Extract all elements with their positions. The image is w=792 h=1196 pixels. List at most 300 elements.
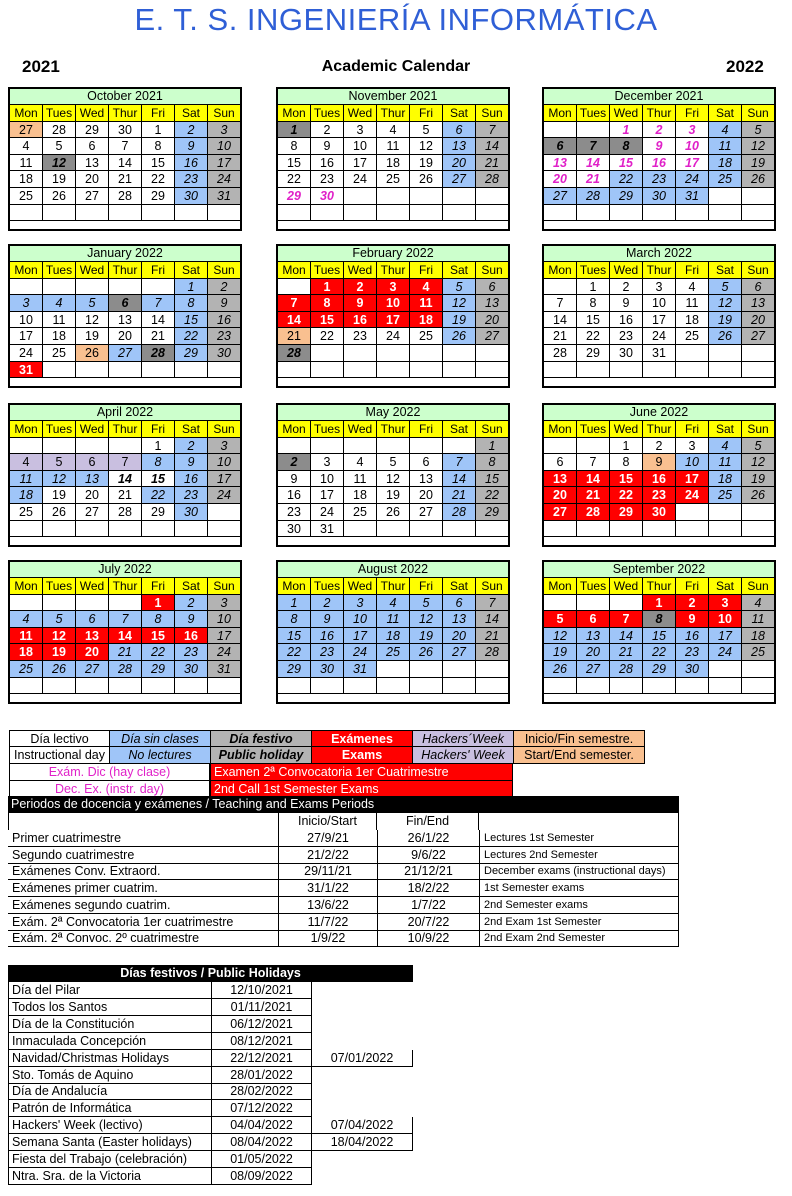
- empty-day-cell: [610, 205, 643, 222]
- weekday-label: Wed: [76, 578, 109, 595]
- day-cell: 16: [278, 487, 311, 504]
- weekday-label: Sat: [443, 421, 476, 438]
- holiday-name: Navidad/Christmas Holidays: [8, 1050, 211, 1067]
- day-cell: 29: [142, 504, 175, 521]
- day-cell: 29: [278, 188, 311, 205]
- day-cell: 13: [476, 295, 508, 312]
- week-row: [278, 504, 508, 521]
- weekday-label: Wed: [344, 421, 377, 438]
- period-end: 9/6/22: [377, 847, 479, 864]
- empty-day-cell: [208, 521, 240, 538]
- week-row: [278, 295, 508, 312]
- week-row: [10, 661, 240, 678]
- period-start: 1/9/22: [278, 930, 377, 947]
- week-row: [10, 628, 240, 645]
- weekday-label: Sun: [476, 262, 508, 279]
- day-cell: 24: [208, 487, 240, 504]
- holiday-start: 04/04/2022: [211, 1117, 312, 1134]
- weekday-label: Sun: [208, 105, 240, 122]
- day-cell: 20: [410, 487, 443, 504]
- empty-day-cell: [443, 678, 476, 695]
- day-cell: 9: [175, 138, 208, 155]
- day-cell: 18: [676, 312, 709, 329]
- day-cell: 1: [610, 438, 643, 455]
- holiday-start: 08/12/2021: [211, 1033, 312, 1050]
- day-cell: 22: [142, 487, 175, 504]
- empty-day-cell: [476, 661, 508, 678]
- holiday-start: 12/10/2021: [211, 982, 312, 999]
- day-cell: 2: [311, 122, 344, 139]
- period-name: Exám. 2ª Convocatoria 1er cuatrimestre: [8, 914, 278, 931]
- empty-day-cell: [643, 205, 676, 222]
- day-cell: 3: [709, 595, 742, 612]
- day-cell: 11: [410, 295, 443, 312]
- day-cell: 25: [742, 644, 774, 661]
- day-cell: 11: [676, 295, 709, 312]
- day-cell: 16: [643, 155, 676, 172]
- day-cell: 29: [142, 188, 175, 205]
- calendar-footer-spacer: [544, 378, 774, 386]
- day-cell: 28: [278, 345, 311, 362]
- weekday-header-row: [278, 105, 508, 122]
- empty-day-cell: [377, 661, 410, 678]
- empty-day-cell: [109, 279, 142, 296]
- week-row: [278, 611, 508, 628]
- empty-day-cell: [544, 122, 577, 139]
- holiday-name: Patrón de Informática: [8, 1100, 211, 1117]
- empty-day-cell: [208, 362, 240, 379]
- weekday-label: Thur: [643, 262, 676, 279]
- day-cell: 30: [643, 188, 676, 205]
- week-row: [544, 661, 774, 678]
- day-cell: 24: [10, 345, 43, 362]
- day-cell: 19: [709, 312, 742, 329]
- day-cell: 4: [344, 454, 377, 471]
- weekday-label: Mon: [278, 105, 311, 122]
- day-cell: 13: [742, 295, 774, 312]
- day-cell: 1: [643, 595, 676, 612]
- month-title: May 2022: [278, 405, 508, 421]
- holiday-row: [8, 1033, 413, 1050]
- day-cell: 12: [443, 295, 476, 312]
- day-cell: 8: [142, 611, 175, 628]
- day-cell: 13: [76, 471, 109, 488]
- day-cell: 2: [175, 595, 208, 612]
- week-row: [278, 205, 508, 222]
- empty-day-cell: [175, 362, 208, 379]
- weekday-label: Wed: [344, 262, 377, 279]
- empty-day-cell: [76, 438, 109, 455]
- empty-day-cell: [109, 678, 142, 695]
- legend-holiday-es: Día festivo: [210, 730, 311, 747]
- day-cell: 5: [410, 122, 443, 139]
- day-cell: 17: [676, 155, 709, 172]
- period-end: 18/2/22: [377, 880, 479, 897]
- day-cell: 2: [311, 595, 344, 612]
- empty-day-cell: [544, 521, 577, 538]
- holiday-row: [8, 1134, 413, 1151]
- empty-day-cell: [208, 504, 240, 521]
- day-cell: 3: [344, 122, 377, 139]
- day-cell: 9: [643, 138, 676, 155]
- week-row: [10, 678, 240, 695]
- empty-day-cell: [742, 521, 774, 538]
- empty-day-cell: [109, 595, 142, 612]
- holidays-table-title: Días festivos / Public Holidays: [8, 965, 413, 982]
- day-cell: 8: [311, 295, 344, 312]
- day-cell: 26: [544, 661, 577, 678]
- day-cell: 2: [175, 122, 208, 139]
- empty-day-cell: [610, 678, 643, 695]
- day-cell: 23: [610, 328, 643, 345]
- day-cell: 7: [278, 295, 311, 312]
- period-row: [8, 897, 679, 914]
- weekday-label: Tues: [577, 262, 610, 279]
- period-row: [8, 830, 679, 847]
- day-cell: 2: [676, 595, 709, 612]
- legend-holiday-en: Public holiday: [210, 747, 311, 764]
- day-cell: 12: [742, 454, 774, 471]
- empty-day-cell: [676, 521, 709, 538]
- day-cell: 31: [344, 661, 377, 678]
- day-cell: 4: [377, 122, 410, 139]
- day-cell: 9: [610, 295, 643, 312]
- weekday-label: Thur: [643, 105, 676, 122]
- day-cell: 15: [476, 471, 508, 488]
- empty-day-cell: [377, 438, 410, 455]
- empty-day-cell: [476, 678, 508, 695]
- weekday-label: Thur: [109, 262, 142, 279]
- day-cell: 28: [577, 504, 610, 521]
- empty-day-cell: [278, 205, 311, 222]
- week-row: [10, 504, 240, 521]
- day-cell: 13: [443, 611, 476, 628]
- day-cell: 15: [610, 471, 643, 488]
- empty-day-cell: [278, 678, 311, 695]
- empty-day-cell: [10, 205, 43, 222]
- day-cell: 25: [10, 504, 43, 521]
- weekday-label: Sun: [476, 421, 508, 438]
- day-cell: 14: [476, 611, 508, 628]
- day-cell: 9: [175, 454, 208, 471]
- day-cell: 15: [278, 628, 311, 645]
- week-row: [10, 345, 240, 362]
- weekday-label: Fri: [142, 105, 175, 122]
- day-cell: 8: [175, 295, 208, 312]
- weekday-label: Thur: [109, 105, 142, 122]
- holiday-start: 08/04/2022: [211, 1134, 312, 1151]
- month-title: November 2021: [278, 89, 508, 105]
- period-description: Lectures 2nd Semester: [479, 847, 679, 864]
- empty-day-cell: [109, 205, 142, 222]
- day-cell: 25: [10, 188, 43, 205]
- weekday-label: Sat: [175, 421, 208, 438]
- holiday-row: [8, 982, 413, 999]
- weekday-header-row: [10, 578, 240, 595]
- day-cell: 5: [377, 454, 410, 471]
- empty-day-cell: [142, 521, 175, 538]
- day-cell: 1: [278, 122, 311, 139]
- week-row: [10, 644, 240, 661]
- week-row: [278, 644, 508, 661]
- holiday-name: Inmaculada Concepción: [8, 1033, 211, 1050]
- day-cell: 20: [742, 312, 774, 329]
- weekday-label: Wed: [76, 262, 109, 279]
- day-cell: 4: [742, 595, 774, 612]
- day-cell: 19: [544, 644, 577, 661]
- calendar-footer-spacer: [278, 221, 508, 229]
- period-row: [8, 914, 679, 931]
- empty-day-cell: [443, 205, 476, 222]
- day-cell: 6: [476, 279, 508, 296]
- period-description: December exams (instructional days): [479, 863, 679, 880]
- month-title: June 2022: [544, 405, 774, 421]
- page-title: E. T. S. INGENIERÍA INFORMÁTICA: [134, 2, 658, 37]
- day-cell: 15: [278, 155, 311, 172]
- day-cell: 17: [344, 155, 377, 172]
- day-cell: 18: [377, 628, 410, 645]
- day-cell: 9: [278, 471, 311, 488]
- week-row: [10, 521, 240, 538]
- day-cell: 26: [742, 487, 774, 504]
- weekday-header-row: [10, 421, 240, 438]
- empty-day-cell: [709, 678, 742, 695]
- empty-day-cell: [43, 362, 76, 379]
- month-calendar: [8, 244, 242, 388]
- day-cell: 16: [610, 312, 643, 329]
- day-cell: 19: [76, 328, 109, 345]
- empty-day-cell: [476, 345, 508, 362]
- day-cell: 15: [311, 312, 344, 329]
- empty-day-cell: [410, 345, 443, 362]
- week-row: [10, 295, 240, 312]
- weekday-label: Wed: [344, 578, 377, 595]
- day-cell: 20: [443, 628, 476, 645]
- day-cell: 1: [175, 279, 208, 296]
- empty-day-cell: [43, 595, 76, 612]
- weekday-label: Wed: [610, 578, 643, 595]
- day-cell: 25: [43, 345, 76, 362]
- holiday-name: Día de la Constitución: [8, 1016, 211, 1033]
- weekday-label: Sat: [175, 105, 208, 122]
- day-cell: 13: [76, 155, 109, 172]
- day-cell: 13: [544, 471, 577, 488]
- month-calendar: [542, 244, 776, 388]
- empty-day-cell: [709, 345, 742, 362]
- day-cell: 8: [142, 454, 175, 471]
- empty-day-cell: [742, 345, 774, 362]
- calendar-footer-spacer: [544, 221, 774, 229]
- empty-day-cell: [742, 205, 774, 222]
- weekday-label: Sun: [742, 262, 774, 279]
- legend-semester-en: Start/End semester.: [513, 747, 645, 764]
- holiday-end: 07/01/2022: [312, 1050, 413, 1067]
- day-cell: 17: [709, 628, 742, 645]
- day-cell: 10: [709, 611, 742, 628]
- weekday-label: Sun: [208, 421, 240, 438]
- week-row: [544, 345, 774, 362]
- weekday-label: Tues: [311, 262, 344, 279]
- day-cell: 19: [43, 487, 76, 504]
- period-description: 1st Semester exams: [479, 880, 679, 897]
- empty-day-cell: [676, 362, 709, 379]
- day-cell: 6: [76, 611, 109, 628]
- week-row: [544, 471, 774, 488]
- empty-day-cell: [742, 504, 774, 521]
- empty-day-cell: [742, 678, 774, 695]
- day-cell: 28: [544, 345, 577, 362]
- period-start: 13/6/22: [278, 897, 377, 914]
- month-title: August 2022: [278, 562, 508, 578]
- day-cell: 26: [43, 661, 76, 678]
- month-title: March 2022: [544, 246, 774, 262]
- day-cell: 4: [410, 279, 443, 296]
- weekday-label: Wed: [610, 105, 643, 122]
- empty-day-cell: [410, 438, 443, 455]
- holiday-end: [312, 982, 413, 999]
- day-cell: 25: [709, 487, 742, 504]
- day-cell: 23: [344, 328, 377, 345]
- empty-day-cell: [443, 521, 476, 538]
- legend-second-call-en: 2nd Call 1st Semester Exams: [210, 781, 513, 797]
- day-cell: 6: [742, 279, 774, 296]
- day-cell: 20: [109, 328, 142, 345]
- empty-day-cell: [377, 188, 410, 205]
- day-cell: 30: [109, 122, 142, 139]
- day-cell: 12: [410, 138, 443, 155]
- day-cell: 18: [377, 155, 410, 172]
- day-cell: 24: [676, 171, 709, 188]
- period-description: 2nd Exam 2nd Semester: [479, 930, 679, 947]
- weekday-label: Sun: [208, 262, 240, 279]
- empty-day-cell: [109, 521, 142, 538]
- day-cell: 30: [311, 661, 344, 678]
- holiday-start: 28/02/2022: [211, 1083, 312, 1100]
- day-cell: 18: [10, 487, 43, 504]
- day-cell: 30: [311, 188, 344, 205]
- empty-day-cell: [377, 205, 410, 222]
- day-cell: 28: [43, 122, 76, 139]
- day-cell: 30: [208, 345, 240, 362]
- week-row: [10, 171, 240, 188]
- month-calendar: [8, 403, 242, 547]
- day-cell: 6: [76, 138, 109, 155]
- day-cell: 3: [676, 438, 709, 455]
- week-row: [10, 611, 240, 628]
- day-cell: 28: [610, 661, 643, 678]
- week-row: [10, 595, 240, 612]
- empty-day-cell: [610, 362, 643, 379]
- empty-day-cell: [676, 678, 709, 695]
- day-cell: 3: [643, 279, 676, 296]
- day-cell: 16: [208, 312, 240, 329]
- day-cell: 29: [278, 661, 311, 678]
- day-cell: 21: [544, 328, 577, 345]
- day-cell: 1: [142, 122, 175, 139]
- day-cell: 21: [142, 328, 175, 345]
- empty-day-cell: [311, 345, 344, 362]
- day-cell: 25: [676, 328, 709, 345]
- weekday-header-row: [544, 262, 774, 279]
- day-cell: 3: [208, 122, 240, 139]
- empty-day-cell: [175, 205, 208, 222]
- weekday-label: Wed: [76, 105, 109, 122]
- holiday-row: [8, 1067, 413, 1084]
- weekday-label: Mon: [278, 421, 311, 438]
- day-cell: 22: [610, 487, 643, 504]
- day-cell: 1: [142, 438, 175, 455]
- empty-day-cell: [142, 678, 175, 695]
- day-cell: 13: [577, 628, 610, 645]
- day-cell: 18: [43, 328, 76, 345]
- day-cell: 19: [742, 155, 774, 172]
- day-cell: 7: [610, 611, 643, 628]
- day-cell: 18: [10, 171, 43, 188]
- day-cell: 21: [610, 644, 643, 661]
- day-cell: 24: [643, 328, 676, 345]
- legend-dec-exams-es: Exám. Dic (hay clase): [9, 764, 210, 781]
- weekday-label: Mon: [10, 421, 43, 438]
- day-cell: 20: [476, 312, 508, 329]
- week-row: [10, 122, 240, 139]
- period-row: [8, 863, 679, 880]
- empty-day-cell: [43, 678, 76, 695]
- day-cell: 10: [208, 454, 240, 471]
- day-cell: 21: [476, 628, 508, 645]
- empty-day-cell: [109, 438, 142, 455]
- week-row: [278, 345, 508, 362]
- empty-day-cell: [476, 521, 508, 538]
- period-start: 21/2/22: [278, 847, 377, 864]
- day-cell: 27: [76, 661, 109, 678]
- calendar-footer-spacer: [278, 537, 508, 545]
- day-cell: 27: [109, 345, 142, 362]
- day-cell: 3: [208, 595, 240, 612]
- day-cell: 20: [577, 644, 610, 661]
- period-end: 1/7/22: [377, 897, 479, 914]
- day-cell: 11: [742, 611, 774, 628]
- empty-day-cell: [76, 362, 109, 379]
- empty-day-cell: [377, 678, 410, 695]
- day-cell: 24: [208, 644, 240, 661]
- day-cell: 4: [709, 122, 742, 139]
- day-cell: 24: [377, 328, 410, 345]
- empty-day-cell: [643, 362, 676, 379]
- day-cell: 28: [142, 345, 175, 362]
- day-cell: 28: [476, 644, 508, 661]
- week-row: [544, 504, 774, 521]
- empty-day-cell: [709, 188, 742, 205]
- day-cell: 11: [709, 138, 742, 155]
- empty-day-cell: [610, 521, 643, 538]
- empty-day-cell: [742, 661, 774, 678]
- weekday-label: Thur: [643, 578, 676, 595]
- day-cell: 13: [544, 155, 577, 172]
- holiday-name: Fiesta del Trabajo (celebración): [8, 1151, 211, 1168]
- day-cell: 20: [76, 644, 109, 661]
- period-start: 29/11/21: [278, 863, 377, 880]
- empty-day-cell: [76, 279, 109, 296]
- day-cell: 14: [577, 155, 610, 172]
- day-cell: 10: [208, 611, 240, 628]
- periods-header-desc: [479, 813, 679, 830]
- day-cell: 23: [175, 644, 208, 661]
- day-cell: 23: [311, 171, 344, 188]
- calendar-subtitle: Academic Calendar: [321, 58, 471, 75]
- holiday-end: 07/04/2022: [312, 1117, 413, 1134]
- day-cell: 17: [208, 471, 240, 488]
- legend-dec-exams-en: Dec. Ex. (instr. day): [9, 781, 210, 797]
